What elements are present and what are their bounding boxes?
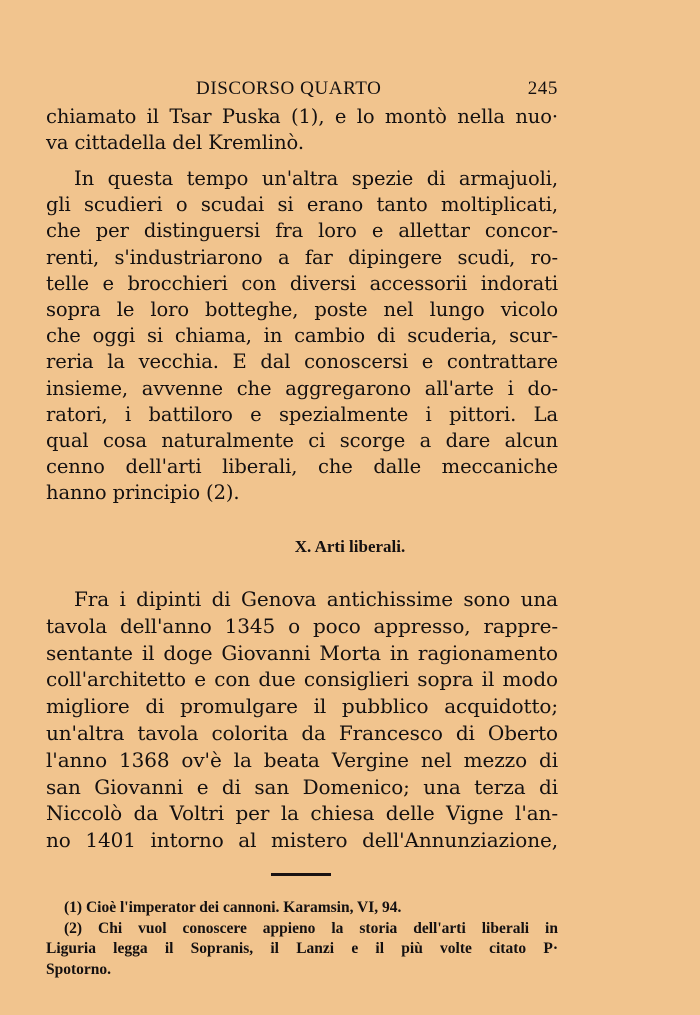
text-line: l'anno 1368 ov'è la beata Vergine nel mezzo di bbox=[46, 747, 558, 772]
text-line: ratori, i battiloro e spezialmente i pittori. La bbox=[46, 402, 558, 426]
footnote-line: (1) Cioè l'imperator dei cannoni. Karamsin, VI, 94. bbox=[64, 899, 402, 916]
paragraph-2 bbox=[46, 166, 558, 506]
text-line: sopra le loro botteghe, poste nel lungo vicolo bbox=[46, 297, 558, 321]
text-line: telle e brocchieri con diversi accessorii indorati bbox=[46, 271, 558, 295]
footnote-line: Spotorno. bbox=[46, 960, 112, 978]
paragraph-3 bbox=[46, 586, 558, 854]
running-title: DISCORSO QUARTO bbox=[196, 78, 382, 99]
text-line: un'altra tavola colorita da Francesco di Oberto bbox=[46, 720, 558, 745]
footnote-line: Liguria legga il Sopranis, il Lanzi e il più volte citato P· bbox=[46, 940, 558, 957]
text-line: Fra i dipinti di Genova antichissime sono una bbox=[74, 587, 558, 611]
text-line: che per distinguersi fra loro e allettar concor- bbox=[46, 219, 558, 243]
text-line: cenno dell'arti liberali, che dalle meccaniche bbox=[46, 455, 558, 479]
text-line: Niccolò da Voltri per la chiesa delle Vigne l'an- bbox=[46, 801, 558, 826]
text-line: sentante il doge Giovanni Morta in ragionamento bbox=[46, 640, 558, 665]
text-line: che oggi si chiama, in cambio di scuderia, scur- bbox=[46, 324, 558, 348]
text-line: tavola dell'anno 1345 o poco appresso, rappre- bbox=[46, 613, 558, 638]
text-line: chiamato il Tsar Puska (1), e lo montò nella nuo· bbox=[46, 105, 558, 128]
text-line: renti, s'industriarono a far dipingere scudi, ro- bbox=[46, 245, 558, 269]
page-number: 245 bbox=[527, 78, 558, 99]
section-heading: X. Arti liberali. bbox=[294, 537, 406, 556]
paragraph-1 bbox=[46, 104, 558, 156]
text-line: coll'architetto e con due consiglieri sopra il modo bbox=[46, 667, 558, 692]
text-line: san Giovanni e di san Domenico; una terza di bbox=[46, 774, 558, 799]
text-line: insieme, avvenne che aggregarono all'arte i do- bbox=[46, 376, 558, 400]
text-line: migliore di promulgare il pubblico acquidotto; bbox=[46, 694, 558, 719]
footnote-divider bbox=[271, 873, 331, 876]
text-line: no 1401 intorno al mistero dell'Annunziazione, bbox=[46, 828, 558, 853]
footnote-line: (2) Chi vuol conoscere appieno la storia dell'arti liberali in bbox=[64, 919, 558, 937]
running-head bbox=[46, 78, 558, 104]
text-line: gli scudieri o scudai si erano tanto moltiplicati, bbox=[46, 193, 558, 217]
text-line: qual cosa naturalmente ci scorge a dare alcun bbox=[46, 428, 558, 452]
footnotes bbox=[46, 898, 558, 980]
text-line: reria la vecchia. E dal conoscersi e contrattare bbox=[46, 350, 558, 374]
text-line: hanno principio (2). bbox=[46, 481, 240, 505]
text-line: In questa tempo un'altra spezie di armajuoli, bbox=[74, 167, 558, 190]
text-line: va cittadella del Kremlinò. bbox=[46, 131, 304, 155]
